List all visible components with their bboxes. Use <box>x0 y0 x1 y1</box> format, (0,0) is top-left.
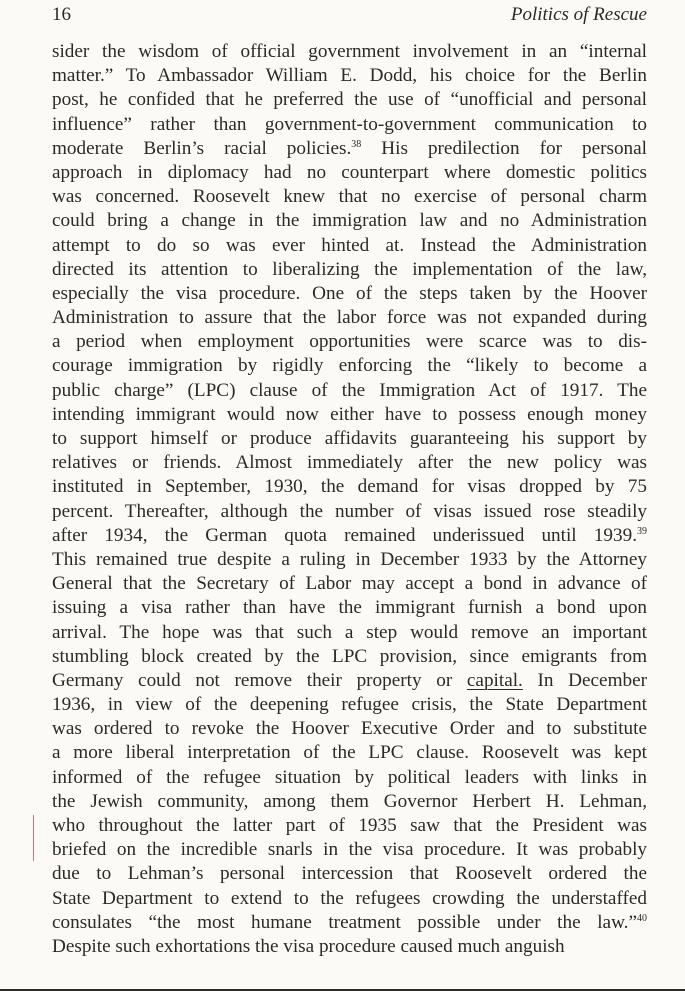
text-line <box>52 185 647 209</box>
text-line <box>52 475 647 499</box>
line-text: to support himself or produce affidavits guaranteeing his support by <box>52 428 647 449</box>
line-text: In December <box>522 669 647 691</box>
text-line <box>52 379 647 403</box>
text-line <box>52 524 647 548</box>
line-text: was ordered to revoke the Hoover Executive Order and to substitute <box>52 718 647 740</box>
line-text: General that the Secretary of Labor may accept a bond in advance of <box>52 573 647 595</box>
text-line <box>52 911 647 935</box>
text-line <box>52 354 647 378</box>
text-line <box>52 40 647 64</box>
line-text: could bring a change in the immigration law and no Administration <box>52 210 647 232</box>
line-text: Germany could not remove their property or <box>52 669 467 691</box>
text-line <box>52 621 647 645</box>
line-text: was concerned. Roosevelt knew that no exercise of personal charm <box>52 186 647 208</box>
line-text: informed of the refugee situation by political leaders with links in <box>52 766 647 788</box>
line-text: instituted in September, 1930, the demand for visas dropped by 75 <box>52 476 647 498</box>
footnote-ref: 38 <box>351 138 362 150</box>
line-text: State Department to extend to the refugees crowding the understaffed <box>52 887 647 909</box>
line-text: Despite such exhortations the visa procedure caused much anguish <box>52 935 565 957</box>
text-line <box>52 282 647 306</box>
line-text: especially the visa procedure. One of the steps taken by the Hoover <box>52 282 647 304</box>
text-line <box>52 717 647 741</box>
line-text: attempt to do so was ever hinted at. Instead the Administration <box>52 234 647 256</box>
text-line <box>52 209 647 233</box>
line-text: Administration to assure that the labor force was not expanded during <box>52 307 647 329</box>
text-line <box>52 258 647 282</box>
text-line <box>52 330 647 354</box>
text-line <box>52 500 647 524</box>
text-line <box>52 161 647 185</box>
line-text: intending immigrant would now either have to possess enough money <box>52 403 647 425</box>
line-text: briefed on the incredible snarls in the visa procedure. It was probably <box>52 839 647 861</box>
line-text: His predilection for personal <box>361 137 647 159</box>
line-text: issuing a visa rather than have the immigrant furnish a bond upon <box>52 597 647 619</box>
body-text <box>52 40 647 959</box>
footnote-ref: 39 <box>637 525 647 537</box>
line-text: stumbling block created by the LPC provision, since emigrants from <box>52 645 647 667</box>
text-line <box>52 741 647 765</box>
text-line <box>52 137 647 161</box>
running-head: Politics of Rescue <box>510 4 647 25</box>
text-line <box>52 693 647 717</box>
text-line <box>52 234 647 258</box>
text-line <box>52 572 647 596</box>
text-line <box>52 766 647 790</box>
page-header <box>52 4 647 30</box>
text-line <box>52 427 647 451</box>
line-text: approach in diplomacy had no counterpart where domestic politics <box>52 161 647 183</box>
line-text: moderate Berlin’s racial policies. <box>52 137 352 159</box>
text-line <box>52 88 647 112</box>
page-number: 16 <box>52 4 71 25</box>
text-line <box>52 790 647 814</box>
line-text: sider the wisdom of official government involvement in an “internal <box>52 41 647 62</box>
line-text: matter.” To Ambassador William E. Dodd, his choice for the Berlin <box>52 65 647 87</box>
text-line <box>52 113 647 137</box>
text-line <box>52 548 647 572</box>
line-text: relatives or friends. Almost immediately after the new policy was <box>52 452 647 474</box>
line-text: directed its attention to liberalizing the implementation of the law, <box>52 258 647 280</box>
text-line <box>52 862 647 886</box>
line-text: the Jewish community, among them Governor Herbert H. Lehman, <box>52 790 647 812</box>
line-text: courage immigration by rigidly enforcing the “likely to become a <box>52 355 647 377</box>
line-text: arrival. The hope was that such a step would remove an important <box>52 621 647 643</box>
text-line <box>52 596 647 620</box>
line-text: This remained true despite a ruling in December 1933 by the Attorney <box>52 548 647 570</box>
line-text: after 1934, the German quota remained underissued until 1939. <box>52 524 637 546</box>
line-text: influence” rather than government-to-government communication to <box>52 113 647 135</box>
text-line <box>52 306 647 330</box>
line-text: post, he confided that he preferred the use of “unofficial and personal <box>52 89 647 111</box>
text-line <box>52 645 647 669</box>
line-text: a more liberal interpretation of the LPC clause. Roosevelt was kept <box>52 742 647 764</box>
text-line <box>52 451 647 475</box>
text-line <box>52 403 647 427</box>
text-line <box>52 669 647 693</box>
text-line <box>52 64 647 88</box>
line-text: due to Lehman’s personal intercession that Roosevelt ordered the <box>52 863 647 885</box>
line-text: public charge” (LPC) clause of the Immigration Act of 1917. The <box>52 379 647 401</box>
underlined-text: capital. <box>466 669 523 691</box>
text-line <box>52 887 647 911</box>
margin-pencil-mark <box>33 815 34 861</box>
line-text: consulates “the most humane treatment possible under the law.” <box>52 911 637 933</box>
text-line <box>52 838 647 862</box>
footnote-ref: 40 <box>637 912 647 924</box>
line-text: who throughout the latter part of 1935 saw that the President was <box>52 815 647 836</box>
line-text: 1936, in view of the deepening refugee crisis, the State Department <box>52 694 647 716</box>
text-line <box>52 814 647 838</box>
text-line <box>52 935 647 959</box>
line-text: percent. Thereafter, although the number of visas issued rose steadily <box>52 500 647 522</box>
line-text: a period when employment opportunities were scarce was to dis- <box>52 331 647 353</box>
